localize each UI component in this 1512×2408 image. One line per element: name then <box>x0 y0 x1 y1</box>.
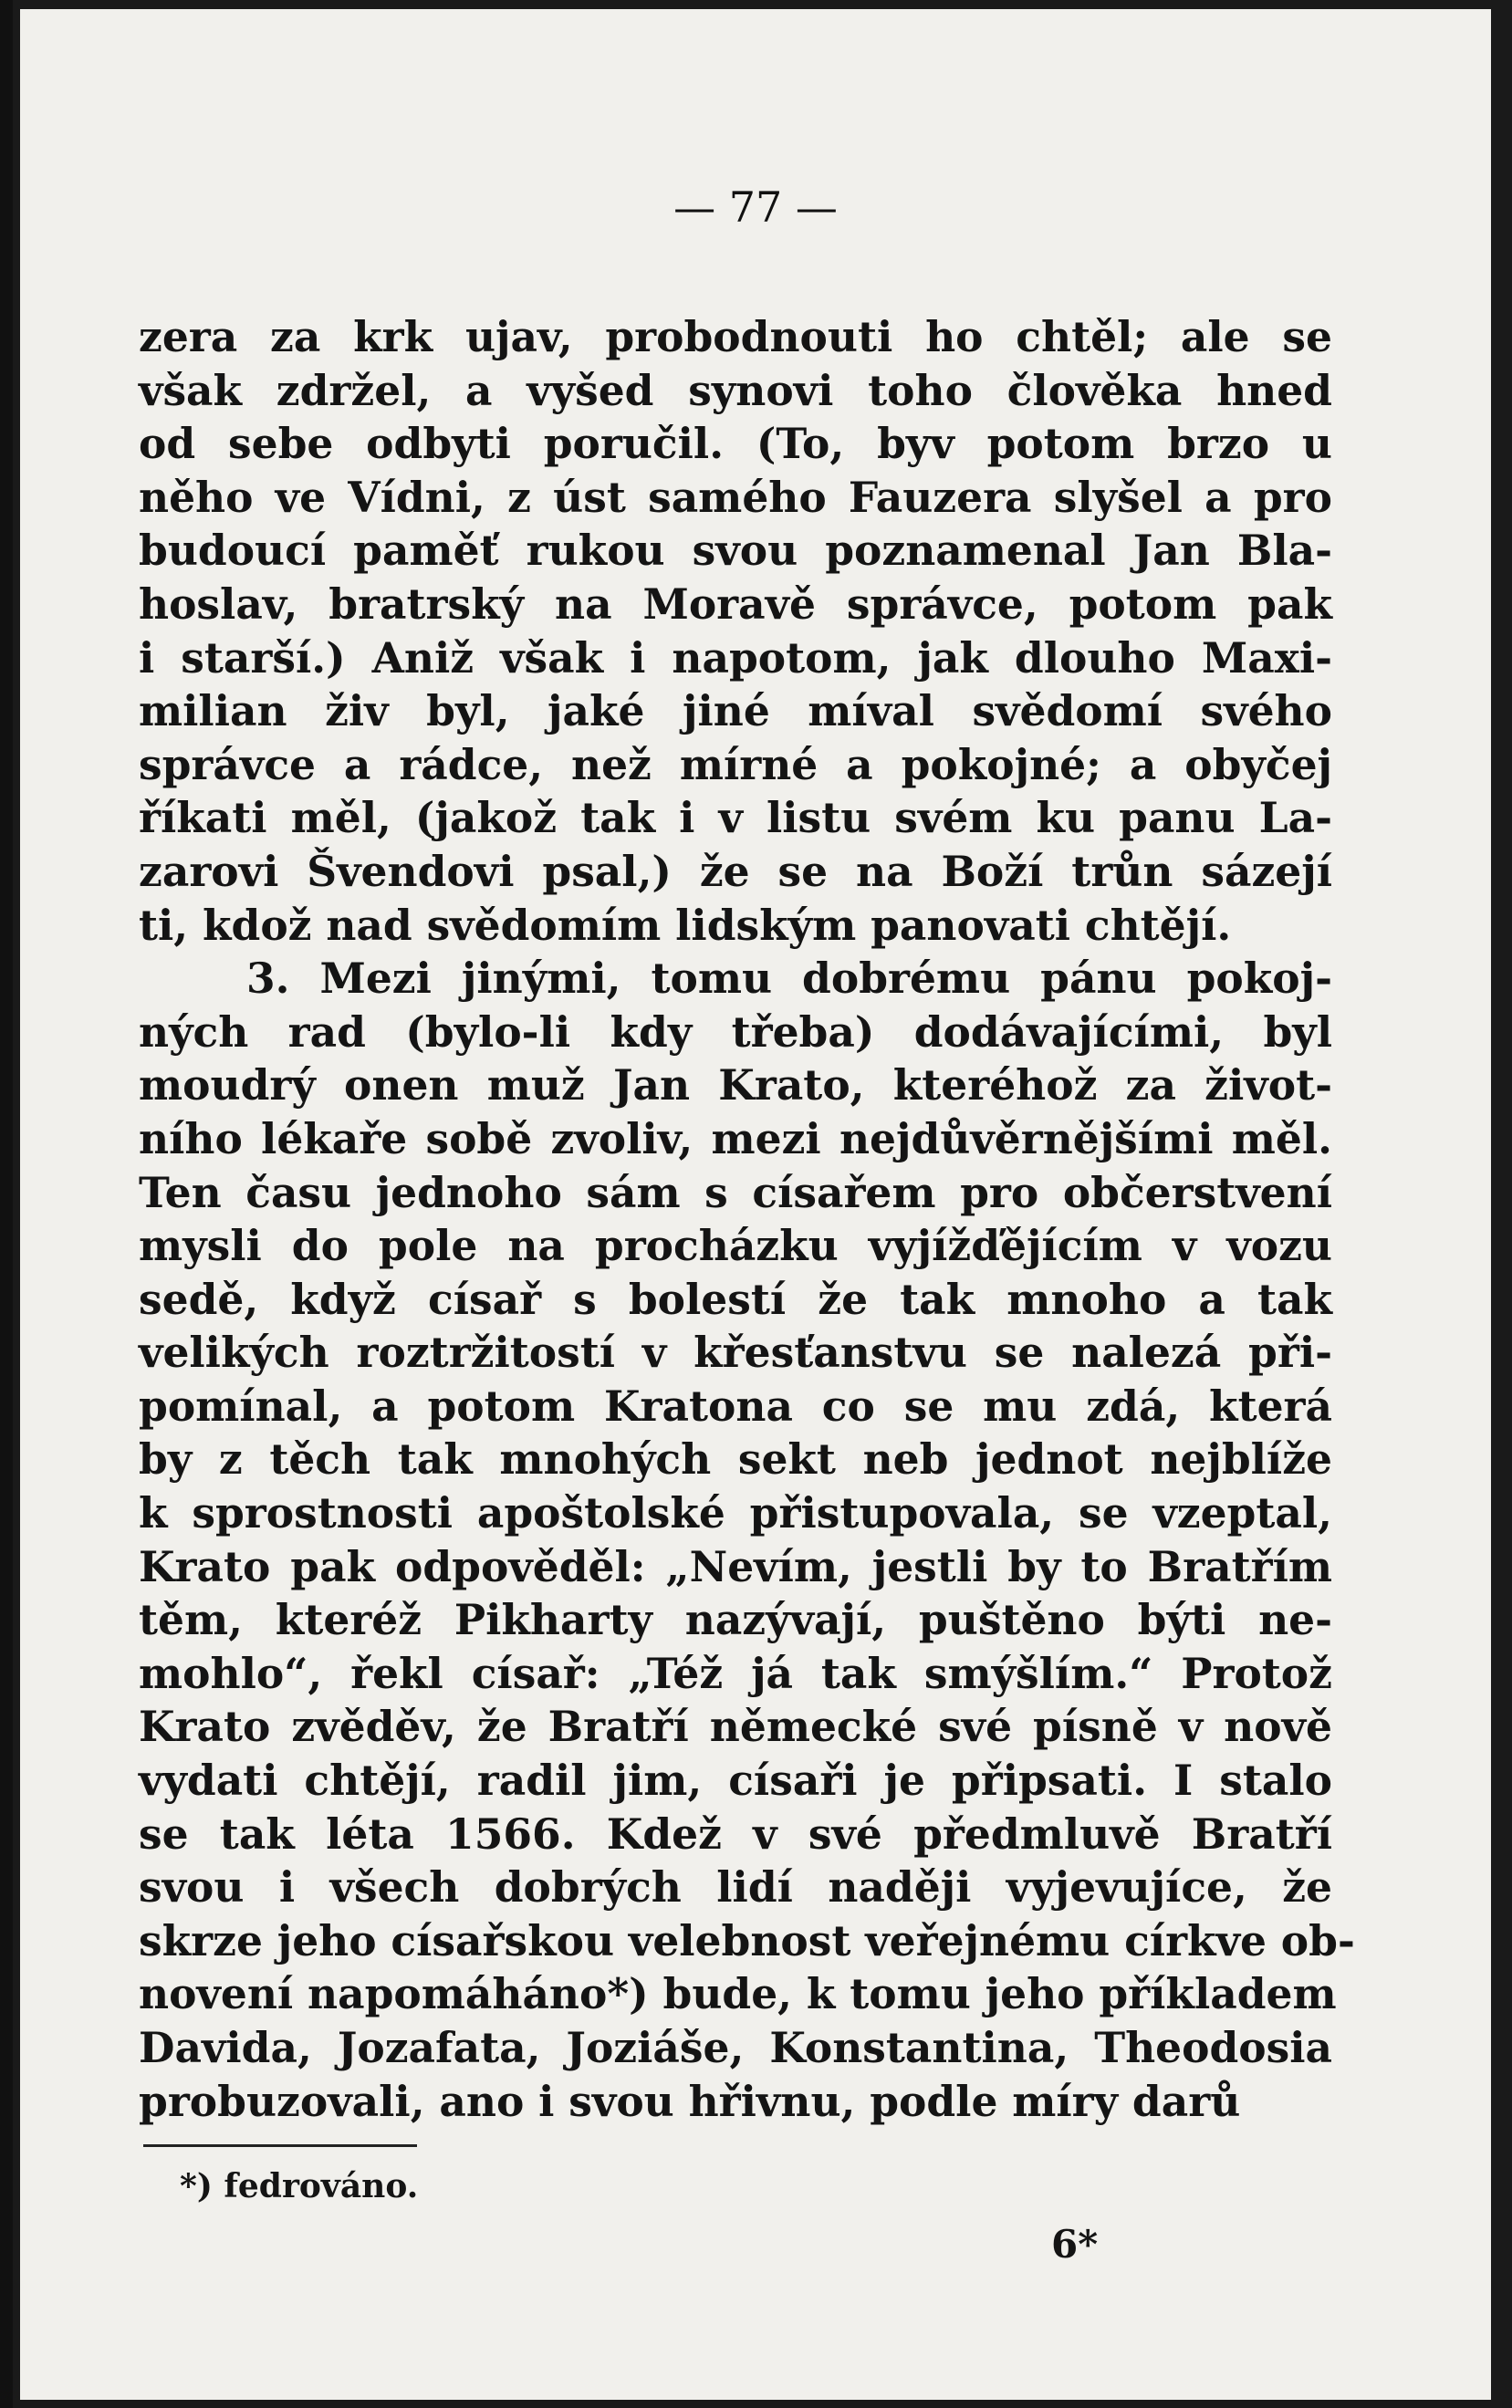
text-line: budoucí paměť rukou svou poznamenal Jan Bla- <box>139 526 1332 576</box>
text-line: ti, kdož nad svědomím lidským panovati chtějí. <box>139 900 1232 950</box>
text-line: Krato zvěděv, že Bratří německé své písně v nově <box>139 1702 1332 1752</box>
page-number: — 77 — <box>673 182 838 232</box>
text-line: zarovi Švendovi psal,) že se na Boží trůn sázejí <box>139 846 1332 896</box>
text-line: sedě, když císař s bolestí že tak mnoho a tak <box>139 1274 1332 1324</box>
text-line: moudrý onen muž Jan Krato, kteréhož za život- <box>139 1060 1332 1110</box>
text-line: pomínal, a potom Kratona co se mu zdá, která <box>139 1381 1332 1431</box>
text-line: něho ve Vídni, z úst samého Fauzera slyšel a pro <box>139 472 1332 522</box>
printer-signature: 6* <box>1051 2222 1099 2267</box>
text-line: ných rad (bylo-li kdy třeba) dodávajícími, byl <box>139 1006 1332 1057</box>
text-line: k sprostnosti apoštolské přistupovala, se vzeptal, <box>139 1488 1332 1538</box>
footnote: *) fedrováno. <box>180 2167 419 2205</box>
text-line: těm, kteréž Pikharty nazývají, puštěno býti ne- <box>139 1595 1332 1645</box>
text-line: vydati chtějí, radil jim, císaři je připsati. I stalo <box>139 1756 1332 1806</box>
text-line: hoslav, bratrský na Moravě správce, potom pak <box>139 579 1332 629</box>
text-line: správce a rádce, než mírné a pokojné; a obyčej <box>139 739 1332 789</box>
book-spine-edge <box>0 0 13 2408</box>
text-line: skrze jeho císařskou velebnost veřejnému církve ob- <box>139 1915 1355 1965</box>
text-line: milian živ byl, jaké jiné míval svědomí svého <box>139 686 1332 736</box>
text-line: mohlo“, řekl císař: „Též já tak smýšlím.“ Protož <box>139 1648 1332 1698</box>
text-line: Krato pak odpověděl: „Nevím, jestli by to Bratřím <box>139 1541 1332 1591</box>
text-line: říkati měl, (jakož tak i v listu svém ku panu La- <box>139 793 1332 843</box>
text-line: Ten času jednoho sám s císařem pro občerstvení <box>139 1167 1332 1217</box>
text-line: probuzovali, ano i svou hřivnu, podle míry darů <box>139 2076 1241 2126</box>
text-line: by z těch tak mnohých sekt neb jednot nejblíže <box>139 1434 1332 1485</box>
text-line: ního lékaře sobě zvoliv, mezi nejdůvěrnějšími měl. <box>139 1113 1332 1163</box>
text-line: však zdržel, a vyšed synovi toho člověka hned <box>139 365 1332 415</box>
text-line: velikých roztržitostí v křesťanstvu se nalezá při- <box>139 1328 1332 1378</box>
text-line: mysli do pole na procházku vyjížďějícím v vozu <box>139 1221 1332 1271</box>
text-line: svou i všech dobrých lidí naději vyjevujíce, že <box>139 1862 1332 1913</box>
text-line: zera za krk ujav, probodnouti ho chtěl; ale se <box>139 312 1332 361</box>
text-line: 3. Mezi jinými, tomu dobrému pánu pokoj- <box>246 954 1332 1004</box>
text-line: i starší.) Aniž však i napotom, jak dlouho Maxi- <box>139 632 1332 683</box>
text-line: se tak léta 1566. Kdež v své předmluvě Bratří <box>139 1809 1332 1859</box>
text-line: novení napomáháno*) bude, k tomu jeho příkladem <box>139 1969 1337 2019</box>
body-text <box>139 310 1355 2128</box>
text-line: od sebe odbyti poručil. (To, byv potom brzo u <box>139 419 1332 469</box>
footnote-rule <box>143 2144 417 2147</box>
text-line: Davida, Jozafata, Joziáše, Konstantina, Theodosia <box>139 2023 1332 2072</box>
book-page <box>20 9 1491 2400</box>
